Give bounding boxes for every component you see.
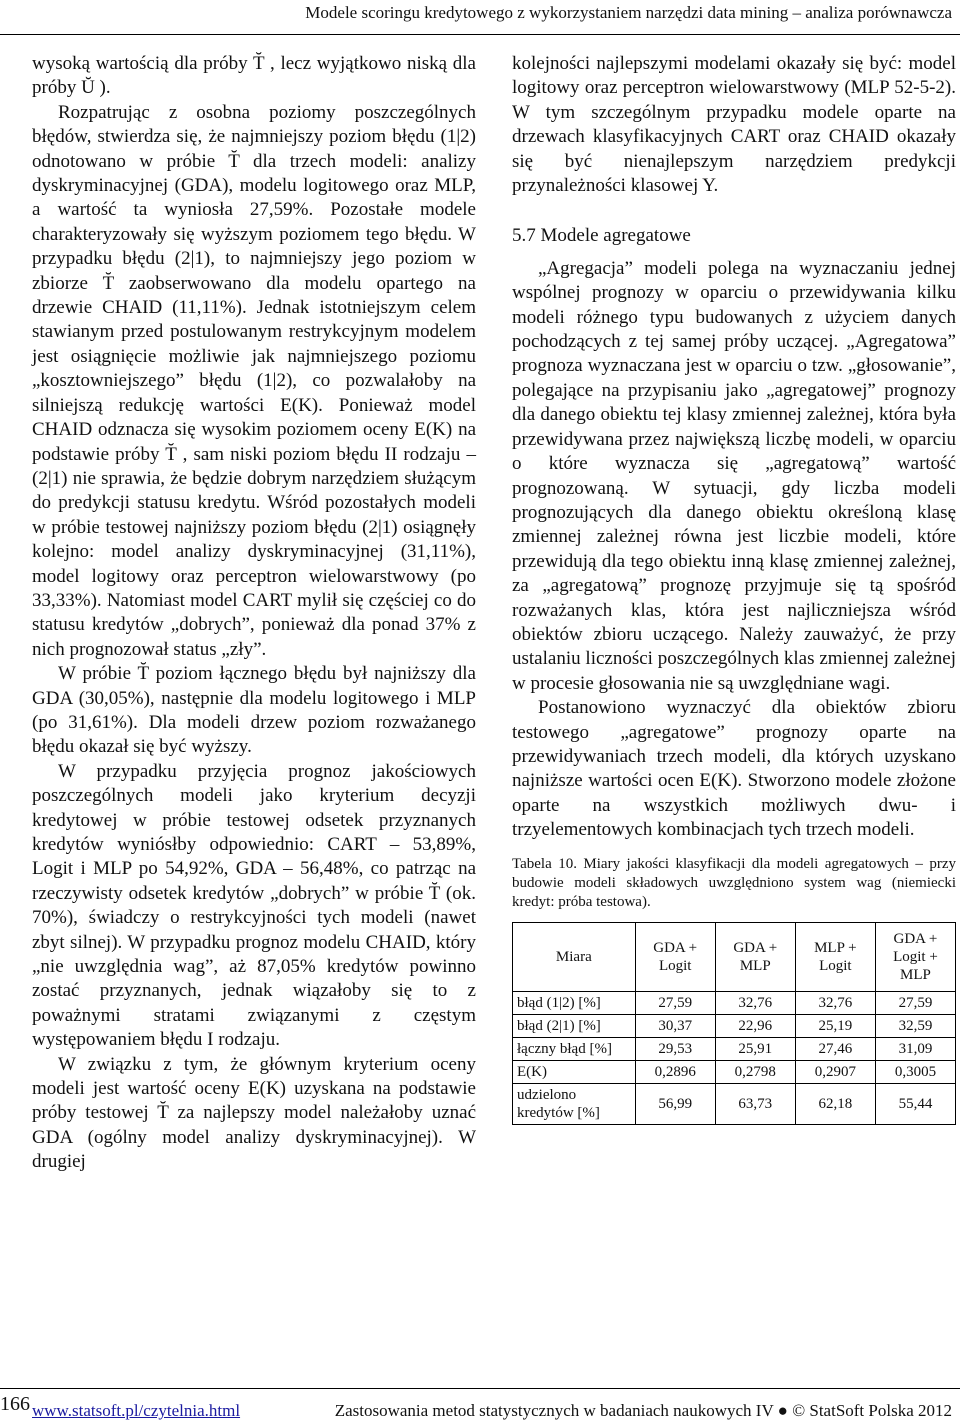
table-cell: 32,76 <box>795 991 875 1014</box>
table-header-cell: GDA + Logit <box>635 922 715 991</box>
table-cell: 25,91 <box>715 1037 795 1060</box>
table-row <box>513 1014 956 1037</box>
table-header-cell: MLP + Logit <box>795 922 875 991</box>
paragraph: Rozpatrując z osobna poziomy poszczególnych błędów, stwierdza się, że najmniejszy poziom błędu (1|2) odnotowano w próbie T̆ dla trzech modeli: analizy dyskryminacyjnej (GDA), modelu logitowego oraz MLP, a wartość ta wyniosła 27,59%. Pozostałe modele charakteryzowały się wyższym poziomem tego błędu. W przypadku błędu (2|1), to najmniejszy jego poziom w zbiorze T̆ zaobserwowano dla modelu opartego na drzewie CHAID (11,11%). Jednak istotniejszym celem stawianym przed postulowanym restrykcyjnym modelem jest osiągnięcie możliwie jak najmniejszego poziomu „kosztowniejszego” błędu (1|2), co pozwalałoby na silniejszą redukcję wartości E(K). Ponieważ model CHAID odznacza się wysokim poziomem oceny E(K) na podstawie próby T̆ , sam niski poziom błędu II rodzaju – (2|1) nie sprawia, że będzie dobrym narzędziem służącym do predykcji statusu kredytu. Wśród pozostałych modeli w próbie testowej najniższy poziom błędu (2|1) osiągnęły kolejno: model analizy dyskryminacyjnej (31,11%), model logitowy oraz perceptron wielowarstwowy (po 33,33%). Natomiast model CART mylił się częściej co do statusu kredytów „dobrych”, ponieważ dla ponad 37% z nich prognozował status „zły”. <box>32 101 476 660</box>
table-cell: 31,09 <box>875 1037 955 1060</box>
page-number: 166 <box>0 1393 30 1415</box>
paragraph: W próbie T̆ poziom łącznego błędu był najniższy dla GDA (30,05%), następnie dla modelu logitowego i MLP (po 31,61%). Dla modeli drzew poziom rozważanego błędu okazał się być wyższy. <box>32 663 476 758</box>
table-cell: E(K) <box>513 1060 636 1083</box>
paragraph: kolejności najlepszymi modelami okazały się być: model logitowy oraz perceptron wielowarstwowy (MLP 52-5-2). W tym szczególnym przypadku modele oparte na drzewach klasyfikacyjnych CART oraz CHAID okazały się być nienajlepszym narzędziem predykcji przynależności klasowej Y. <box>512 53 956 197</box>
table-cell: 29,53 <box>635 1037 715 1060</box>
left-column <box>32 52 476 1175</box>
table-cell: błąd (1|2) [%] <box>513 991 636 1014</box>
table-header-cell: GDA + Logit + MLP <box>875 922 955 991</box>
table-cell: 63,73 <box>715 1083 795 1124</box>
paragraph: „Agregacja” modeli polega na wyznaczaniu jednej wspólnej prognozy w oparciu o przewidywania kilku modeli różnego typu budowanych z użyciem danych pochodzących z tej samej próby uczącej. „Agregatowa” prognoza wyznaczana jest w oparciu o tzw. „głosowanie”, polegające na przypisaniu jako „agregatowej” prognozy dla danego obiektu tej klasy zmiennej zależnej, która była przewidywana przez największą liczbę modeli, w oparciu o które wyznacza się „agregatową” wartość prognozowaną. W sytuacji, gdy liczba modeli prognozujących dla danego obiektu określoną klasę zmiennej zależnej równa jest liczbie modeli, które przewidują dla tego obiektu inną klasę zmiennej zależnej, za „agregatową” prognozę przyjmuje się tą spośród rozważanych klas, która jest najliczniejsza wśród obiektów zbioru uczącego. Należy zauważyć, że przy ustalaniu liczności poszczególnych klas zmiennej zależnej w procesie głosowania nie są uwzględniane wagi. <box>512 257 956 694</box>
paragraph: W związku z tym, że głównym kryterium oceny modeli jest wartość oceny E(K) uzyskana na podstawie próby testowej T̆ za najlepszy model należałoby uznać GDA (ogólny model analizy dyskryminacyjnej). W drugiej <box>32 1053 476 1173</box>
table-header-row <box>513 922 956 991</box>
table-caption: Tabela 10. Miary jakości klasyfikacji dla modeli agregatowych – przy budowie modeli składowych uwzględniono system wag (niemiecki kredyt: próba testowa). <box>512 855 956 910</box>
metrics-table <box>512 922 956 1125</box>
table-cell: błąd (2|1) [%] <box>513 1014 636 1037</box>
table-cell: 0,2798 <box>715 1060 795 1083</box>
table-cell: 0,2907 <box>795 1060 875 1083</box>
paragraph: Postanowiono wyznaczyć dla obiektów zbioru testowego „agregatowe” prognozy oparte na przewidywaniach trzech modeli, dla których uzyskano najniższe wartości ocen E(K). Stworzono modele złożone oparte na wszystkich możliwych dwu- i trzyelementowych kombinacjach tych trzech modeli. <box>512 697 956 841</box>
table-row <box>513 991 956 1014</box>
table-row <box>513 1083 956 1124</box>
table-cell: 27,46 <box>795 1037 875 1060</box>
page-footer <box>0 1388 960 1421</box>
table-row <box>513 1037 956 1060</box>
table-cell: 55,44 <box>875 1083 955 1124</box>
table-row <box>513 1060 956 1083</box>
table-cell: udzielono kredytów [%] <box>513 1083 636 1124</box>
table-cell: 0,2896 <box>635 1060 715 1083</box>
right-column <box>512 52 956 1125</box>
paragraph: W przypadku przyjęcia prognoz jakościowych poszczególnych modeli jako kryterium decyzji kredytowej w próbie testowej odsetek przyznanych kredytów wyniósłby odpowiednio: CART – 53,89%, Logit i MLP po 54,92%, GDA – 56,48%, co patrząc na rzeczywisty odsetek kredytów „dobrych” w próbie T̆ (ok. 70%), świadczy o restrykcyjności tych modeli (nawet zbyt silnej). W przypadku prognoz modelu CHAID, który „nie uwzględnia wag”, aż 87,05% kredytów powinno zostać przyznanych, jednak wiązałoby się to z poważnymi stratami związanymi z częstym występowaniem błędu I rodzaju. <box>32 760 476 1051</box>
running-header <box>0 0 960 35</box>
paragraph: wysoką wartością dla próby T̆ , lecz wyjątkowo niską dla próby Ŭ ). <box>32 53 476 99</box>
header-title: Modele scoringu kredytowego z wykorzystaniem narzędzi data mining – analiza porównawcza <box>305 3 952 22</box>
section-heading: 5.7 Modele agregatowe <box>512 225 691 247</box>
footer-text: Zastosowania metod statystycznych w badaniach naukowych IV ● © StatSoft Polska 2012 <box>334 1401 952 1420</box>
table-header-cell: GDA + MLP <box>715 922 795 991</box>
table-cell: łączny błąd [%] <box>513 1037 636 1060</box>
table-cell: 32,76 <box>715 991 795 1014</box>
table-cell: 27,59 <box>875 991 955 1014</box>
table-cell: 27,59 <box>635 991 715 1014</box>
table-cell: 32,59 <box>875 1014 955 1037</box>
table-cell: 22,96 <box>715 1014 795 1037</box>
table-cell: 30,37 <box>635 1014 715 1037</box>
table-cell: 56,99 <box>635 1083 715 1124</box>
table-cell: 0,3005 <box>875 1060 955 1083</box>
table-cell: 25,19 <box>795 1014 875 1037</box>
footer-link[interactable]: www.statsoft.pl/czytelnia.html <box>32 1401 241 1420</box>
table-header-cell: Miara <box>513 922 636 991</box>
table-cell: 62,18 <box>795 1083 875 1124</box>
